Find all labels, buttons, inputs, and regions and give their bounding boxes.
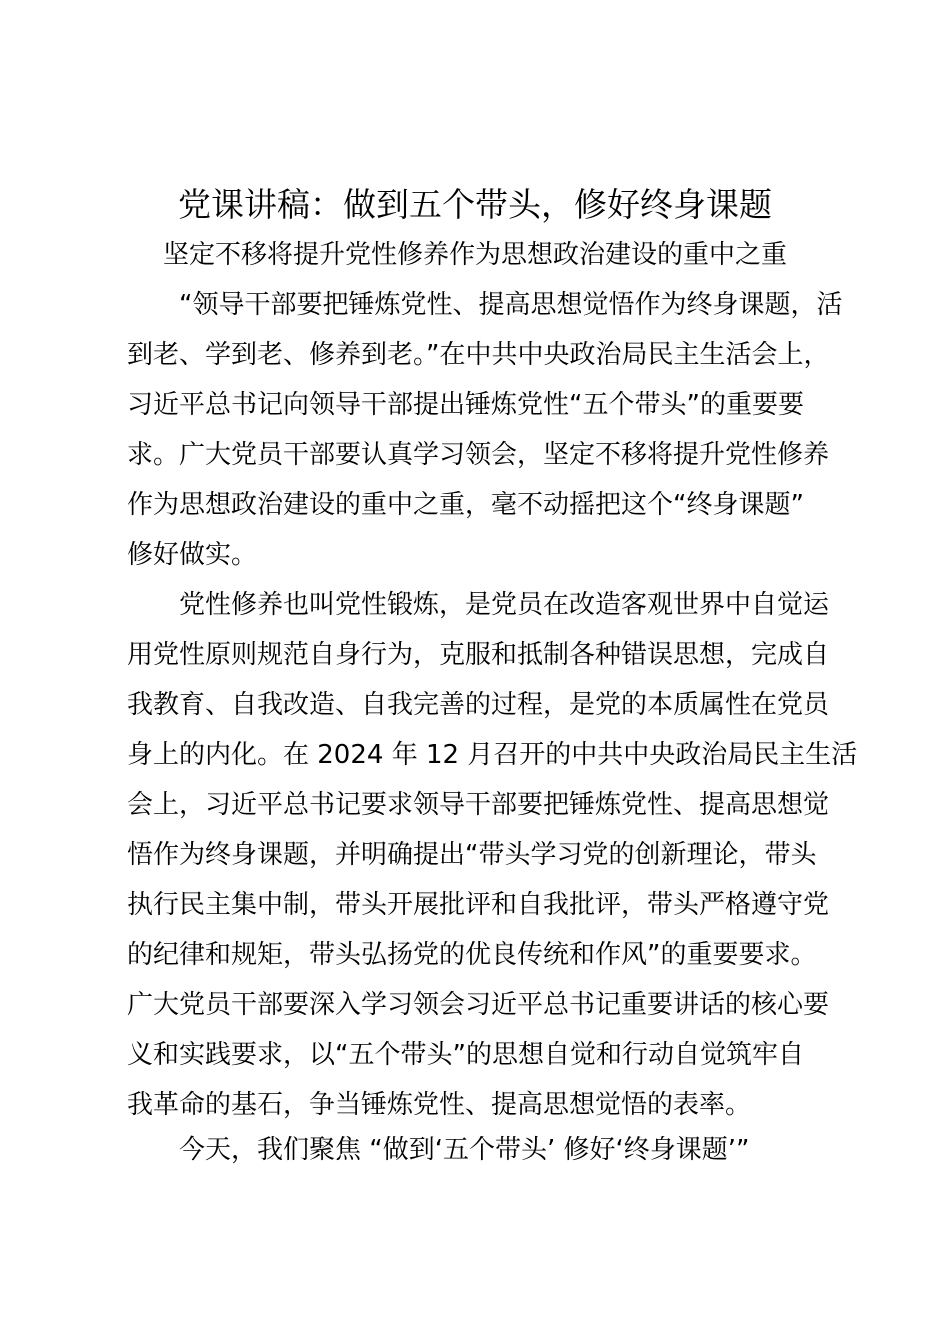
- paragraph-line: 修好做实。: [127, 540, 258, 570]
- paragraph-line: 今天，我们聚焦 “做到‘五个带头’ 修好‘终身课题’”: [179, 1135, 750, 1165]
- paragraph-line: 身上的内化。在 2024 年 12 月召开的中共中央政治局民主生活: [127, 740, 858, 770]
- paragraph-3: [127, 1125, 827, 1175]
- paragraph-line: 的纪律和规矩，带头弘扬党的优良传统和作风”的重要要求。: [127, 940, 817, 970]
- paragraph-line: 求。广大党员干部要认真学习领会，坚定不移将提升党性修养: [127, 440, 830, 470]
- document-title: 党课讲稿：做到五个带头，修好终身课题: [178, 185, 772, 224]
- document-subtitle: 坚定不移将提升党性修养作为思想政治建设的重中之重: [162, 240, 787, 270]
- paragraph-line: 义和实践要求，以“五个带头”的思想自觉和行动自觉筑牢自: [127, 1040, 804, 1070]
- paragraph-line: 党性修养也叫党性锻炼，是党员在改造客观世界中自觉运: [179, 590, 830, 620]
- paragraph-line: 广大党员干部要深入学习领会习近平总书记重要讲话的核心要: [127, 990, 830, 1020]
- paragraph-line: “领导干部要把锤炼党性、提高思想觉悟作为终身课题，活: [179, 290, 843, 320]
- paragraph-line: 会上，习近平总书记要求领导干部要把锤炼党性、提高思想觉: [127, 790, 830, 820]
- paragraph-line: 作为思想政治建设的重中之重，毫不动摇把这个“终身课题”: [127, 490, 804, 520]
- paragraph-1: [127, 280, 843, 580]
- paragraph-line: 到老、学到老、修养到老。”在中共中央政治局民主生活会上，: [127, 340, 830, 370]
- paragraph-line: 我革命的基石，争当锤炼党性、提高思想觉悟的表率。: [127, 1090, 752, 1120]
- paragraph-2: [127, 580, 858, 1130]
- paragraph-line: 习近平总书记向领导干部提出锤炼党性“五个带头”的重要要: [127, 390, 804, 420]
- paragraph-line: 我教育、自我改造、自我完善的过程，是党的本质属性在党员: [127, 690, 830, 720]
- paragraph-line: 悟作为终身课题，并明确提出“带头学习党的创新理论，带头: [127, 840, 817, 870]
- paragraph-line: 用党性原则规范自身行为，克服和抵制各种错误思想，完成自: [127, 640, 830, 670]
- paragraph-line: 执行民主集中制，带头开展批评和自我批评，带头严格遵守党: [127, 890, 830, 920]
